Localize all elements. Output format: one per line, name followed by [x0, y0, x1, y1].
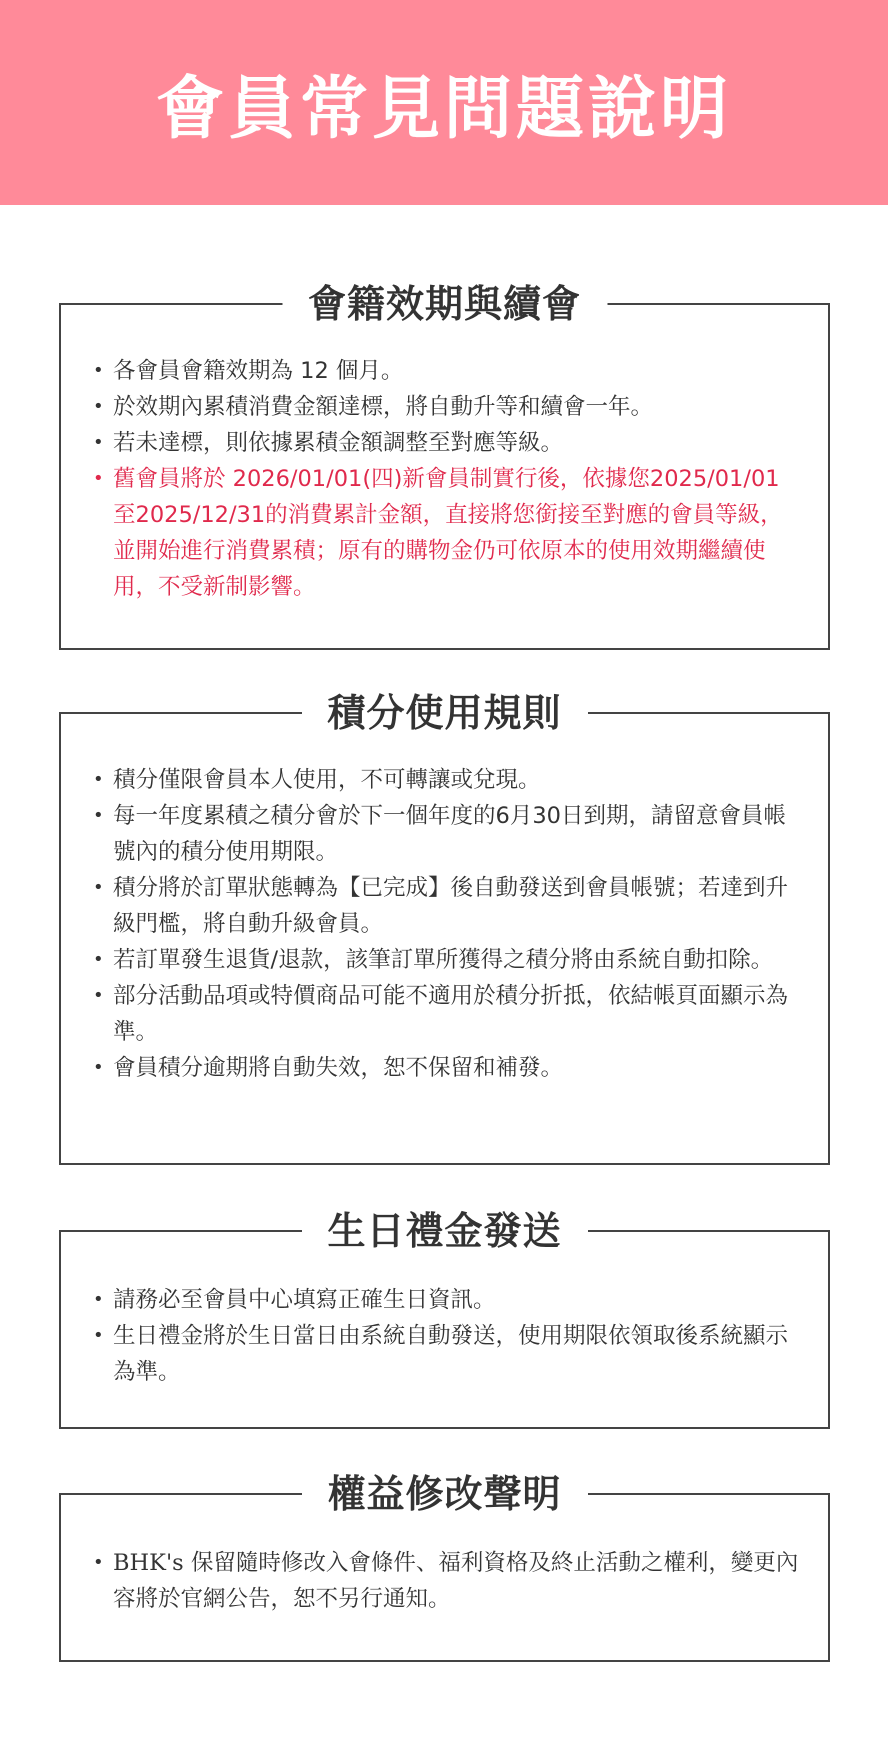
bullet-icon: • [93, 1325, 104, 1346]
list-item-highlight: • 舊會員將於 2026/01/01(四)新會員制實行後，依據您2025/01/01至2025/12/31的消費累計金額，直接將您銜接至對應的會員等級，並開始進行消費累積；原有的購物金仍可依原本的使用效期繼續使用，不受新制影響。 [87, 461, 802, 605]
page-title: 會員常見問題說明 [155, 70, 732, 149]
section-title: 積分使用規則 [301, 688, 587, 738]
list-item: • 各會員會籍效期為 12 個月。 [87, 353, 802, 389]
list-item: • 請務必至會員中心填寫正確生日資訊。 [87, 1282, 802, 1318]
section-rights-amendment [59, 1472, 830, 1662]
section-list [87, 762, 802, 1086]
bullet-icon: • [93, 877, 104, 898]
section-list [87, 1282, 802, 1390]
section-birthday-bonus [59, 1209, 830, 1429]
section-membership-validity [59, 282, 830, 650]
bullet-icon: • [93, 985, 104, 1006]
section-list [87, 1545, 802, 1617]
bullet-icon: • [93, 468, 104, 489]
list-item: • 積分將於訂單狀態轉為【已完成】後自動發送到會員帳號；若達到升級門檻，將自動升級會員。 [87, 870, 802, 942]
section-list [87, 353, 802, 605]
bullet-icon: • [93, 396, 104, 417]
list-item: • 積分僅限會員本人使用，不可轉讓或兌現。 [87, 762, 802, 798]
section-title: 生日禮金發送 [301, 1206, 587, 1256]
list-item: • 若未達標，則依據累積金額調整至對應等級。 [87, 425, 802, 461]
brand-name: BHK's [113, 1550, 184, 1576]
bullet-icon: • [93, 805, 104, 826]
section-title: 會籍效期與續會 [282, 279, 607, 329]
bullet-icon: • [93, 1552, 104, 1573]
bullet-icon: • [93, 1057, 104, 1078]
section-title: 權益修改聲明 [301, 1469, 587, 1519]
list-item: • 會員積分逾期將自動失效，恕不保留和補發。 [87, 1050, 802, 1086]
bullet-icon: • [93, 360, 104, 381]
bullet-icon: • [93, 769, 104, 790]
page-header [0, 0, 888, 205]
list-item: • 生日禮金將於生日當日由系統自動發送，使用期限依領取後系統顯示為準。 [87, 1318, 802, 1390]
list-item: • 部分活動品項或特價商品可能不適用於積分折抵，依結帳頁面顯示為準。 [87, 978, 802, 1050]
list-item: • 每一年度累積之積分會於下一個年度的6月30日到期，請留意會員帳號內的積分使用期限。 [87, 798, 802, 870]
section-points-rules [59, 691, 830, 1165]
list-item: • 若訂單發生退貨/退款，該筆訂單所獲得之積分將由系統自動扣除。 [87, 942, 802, 978]
bullet-icon: • [93, 949, 104, 970]
list-item: • BHK's 保留隨時修改入會條件、福利資格及終止活動之權利，變更內容將於官網公告，恕不另行通知。 [87, 1545, 802, 1617]
list-item: • 於效期內累積消費金額達標，將自動升等和續會一年。 [87, 389, 802, 425]
bullet-icon: • [93, 432, 104, 453]
bullet-icon: • [93, 1289, 104, 1310]
